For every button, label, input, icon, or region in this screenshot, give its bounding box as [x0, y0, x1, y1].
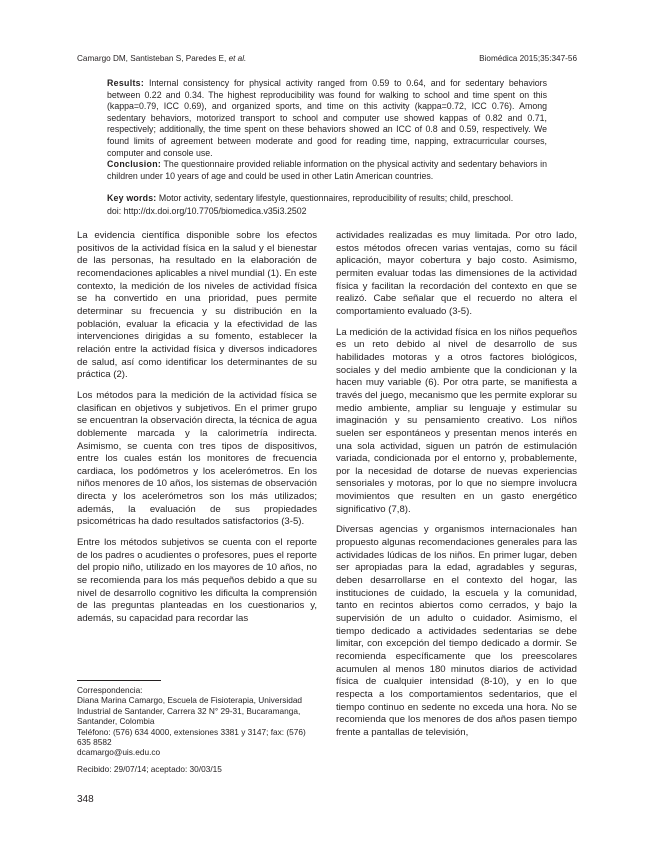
body-column-right [336, 230, 577, 790]
header-authors: Camargo DM, Santisteban S, Paredes E, et al. [77, 54, 247, 63]
footnote-divider [77, 680, 161, 681]
correspondence-address: Diana Marina Camargo, Escuela de Fisioterapia, Universidad Industrial de Santander, Carrera 32 N° 29-31, Bucaramanga, Santander, Colombia [77, 695, 303, 727]
keywords-line: Key words: Motor activity, sedentary lifestyle, questionnaires, reproducibility of results; child, preschool. [107, 193, 514, 203]
paragraph: La medición de la actividad física en los niños pequeños es un reto debido al nivel de desarrollo de sus habilidades motoras y a otros factores biológicos, sociales y del medio ambiente que la condicionan y la hacen muy variable (6). Por otra parte, se manifiesta a través del juego, mecanismo que les permite explorar su medio ambiente, ampliar su lenguaje y estimular su imaginación y su pensamiento creativo. Los niños suelen ser espontáneos y presentan menos interés en una sola actividad, siguen un patrón de estimulación variada, condicionada por el entorno y, probablemente, por la necesidad de dotarse de nuevas experiencias sensoriales y motoras, por lo que no siempre involucra movimientos que resulten en un gasto energético significativo (7,8). [336, 326, 577, 515]
keywords-block [107, 192, 547, 217]
paragraph: actividades realizadas es muy limitada. Por otro lado, estos métodos ofrecen varias ventajas, como su fácil aplicación, mayor cobertura y bajo costo. Asimismo, permiten evaluar todas las dimensiones de la actividad física y facilitan la recordación del contexto en que se realizó. Cabe señalar que el recuerdo no altera el comportamiento evaluado (3-5). [336, 230, 577, 317]
running-header [77, 54, 577, 68]
abstract-results: Results: Internal consistency for physical activity ranged from 0.59 to 0.64, and for sedentary behaviors between 0.22 and 0.34. The highest reproducibility was found for walking to school and time spent on this (kappa=0.79, ICC 0.69), and organized sports, and time on this activity (kappa=0.72, ICC 0.76). Among sedentary behaviors, motorized transport to school and computer use showed kappas of 0.82 and 0.71, respectively; additionally, the time spent on these behaviors showed an ICC of 0.8 and 0.59, respectively. We found limits of agreement between moderate and good for reading time, napping, extracurricular courses, computer and console use. [107, 78, 547, 158]
doi-link[interactable]: doi: http://dx.doi.org/10.7705/biomedica.v35i3.2502 [107, 205, 307, 216]
paragraph: Entre los métodos subjetivos se cuenta con el reporte de los padres o acudientes o profesores, pues el reporte del propio niño, utilizado en los mayores de 10 años, no se recomienda para los más pequeños debido a que su nivel de desarrollo cognitivo les dificulta la comprensión de las preguntas planteadas en los cuestionarios y, además, su capacidad para recordar las [77, 537, 317, 625]
paragraph: Los métodos para la medición de la actividad física se clasifican en objetivos y subjetivos. En el primer grupo se encuentran la observación directa, la técnica de agua doblemente marcada y la calorimetría indirecta. Asimismo, se cuenta con tres tipos de dispositivos, entre los cuales están los monitores de frecuencia cardiaca, los podómetros y los acelerómetros. En los niños menores de 10 años, los sistemas de observación directa y los acelerómetros son los más utilizados; además, la evaluación de sus propiedades psicométricas ha dado resultados satisfactorios (3-5). [77, 389, 317, 528]
correspondence-phone: Teléfono: (576) 634 4000, extensiones 3381 y 3147; fax: (576) 635 8582 [77, 726, 306, 748]
header-journal: Biomédica 2015;35:347-56 [479, 54, 577, 63]
correspondence-label: Correspondencia: [77, 685, 143, 695]
received-dates: Recibido: 29/07/14; aceptado: 30/03/15 [77, 764, 222, 774]
page-number: 348 [77, 794, 94, 805]
body-column-left [77, 230, 317, 680]
abstract-block [107, 78, 547, 182]
paragraph: Diversas agencias y organismos internacionales han propuesto algunas recomendaciones generales para las actividades lúdicas de los niños. En primer lugar, deben ser apropiadas para la edad, agradables y seguras, deben desarrollarse en el contexto del hogar, las instituciones de cuidado, la escuela y la comunidad, tanto en recintos abiertos como cerrados, y bajo la supervisión de un adulto o cuidador. Asimismo, el tiempo dedicado a actividades sedentarias se debe limitar, con excepción del tiempo dedicado a dormir. Se recomienda específicamente que los preescolares acumulen al menos 180 minutos diarios de actividad física de cualquier intensidad (8-10), y en lo que respecta a los comportamientos sedentarios, que el tiempo continuo en sedente no exceda una hora. No se recomienda que los menores de dos años pasen tiempo frente a pantallas de televisión, [336, 524, 577, 738]
abstract-conclusion: Conclusion: The questionnaire provided reliable information on the physical activity and sedentary behaviors in children under 10 years of age and could be used in other Latin American countries. [107, 159, 547, 181]
correspondence-block [77, 685, 317, 758]
correspondence-email[interactable]: dcamargo@uis.edu.co [77, 747, 161, 758]
paragraph: La evidencia científica disponible sobre los efectos positivos de la actividad física en la salud y el bienestar de las personas, ha resultado en la elaboración de recomendaciones aplicables a nivel mundial (1). En este contexto, la medición de los niveles de actividad física se ha convertido en una prioridad, pues permite determinar su frecuencia y su distribución en la población, evaluar la eficacia y la efectividad de las intervenciones dirigidas a su fomento, establecer la relación entre la actividad física y diversos indicadores de salud, así como identificar los determinantes de su práctica (2). [77, 230, 317, 381]
